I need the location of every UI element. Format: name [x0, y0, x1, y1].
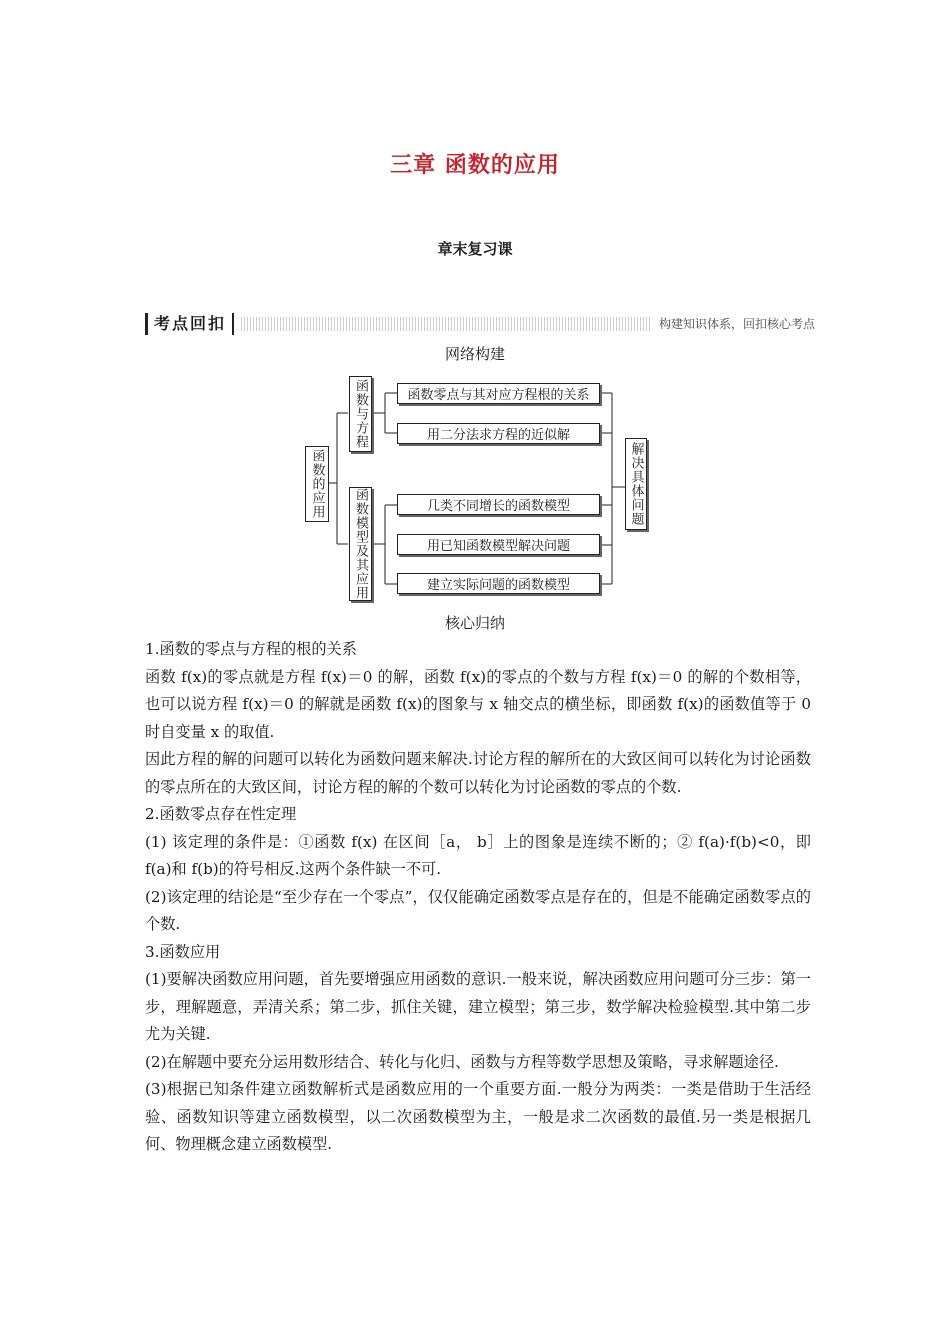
paragraph: (1) 该定理的条件是：①函数 f(x) 在区间［a， b］上的图象是连续不断的；② f(a)·f(b)<0，即 f(a)和 f(b)的符号相反.这两个条件缺一不可. [145, 832, 811, 878]
section-title: 章末复习课 [437, 240, 513, 258]
diagram-branch-model: 函数模型及其应用 [349, 487, 372, 601]
heading-3: 3.函数应用 [145, 942, 221, 961]
diagram-item: 函数零点与其对应方程根的关系 [397, 383, 600, 404]
paragraph: (2)在解题中要充分运用数形结合、转化与化归、函数与方程等数学思想及策略，寻求解题途径. [145, 1052, 779, 1071]
heading-2: 2.函数零点存在性定理 [145, 805, 297, 823]
core-content [145, 636, 811, 1159]
diagram-item: 建立实际问题的函数模型 [397, 573, 600, 594]
diagram-item: 几类不同增长的函数模型 [397, 494, 600, 515]
diagram-item: 用已知函数模型解决问题 [397, 534, 600, 555]
banner-label: 考点回扣 [145, 313, 234, 335]
paragraph: (3)根据已知条件建立函数解析式是函数应用的一个重要方面.一般分为两类：一类是借助于生活经验、函数知识等建立函数模型，以二次函数模型为主，一般是求二次函数的最值.另一类是根据几何、物理概念建立函数模型. [145, 1080, 811, 1153]
paragraph: (1)要解决函数应用问题，首先要增强应用函数的意识.一般来说，解决函数应用问题可分三步：第一步，理解题意，弄清关系；第二步，抓住关键，建立模型；第三步，数学解决检验模型.其中第二步尤为关键. [145, 970, 811, 1043]
core-title: 核心归纳 [444, 614, 505, 632]
diagram-root: 函数的应用 [305, 446, 329, 522]
diagram-item: 用二分法求方程的近似解 [397, 423, 600, 444]
diagram-title: 网络构建 [444, 345, 505, 363]
paragraph: (2)该定理的结论是“至少存在一个零点”，仅仅能确定函数零点是存在的，但是不能确定函数零点的个数. [145, 887, 811, 933]
chapter-title: 三章 函数的应用 [390, 153, 560, 178]
heading-1: 1.函数的零点与方程的根的关系 [145, 640, 357, 658]
banner-subtitle: 构建知识体系，回扣核心考点 [651, 313, 815, 335]
diagram-branch-equation: 函数与方程 [349, 376, 372, 452]
diagram-target: 解决具体问题 [625, 438, 647, 530]
paragraph: 因此方程的解的问题可以转化为函数问题来解决.讨论方程的解所在的大致区间可以转化为讨论函数的零点所在的大致区间，讨论方程的解的个数可以转化为讨论函数的零点的个数. [145, 750, 811, 796]
paragraph: 函数 f(x)的零点就是方程 f(x)＝0 的解，函数 f(x)的零点的个数与方程 f(x)＝0 的解的个数相等，也可以说方程 f(x)＝0 的解就是函数 f(x)的图象与 x 轴交点的横坐标，即函数 f(x)的函数值等于 0 时自变量 x 的取值. [145, 667, 811, 741]
